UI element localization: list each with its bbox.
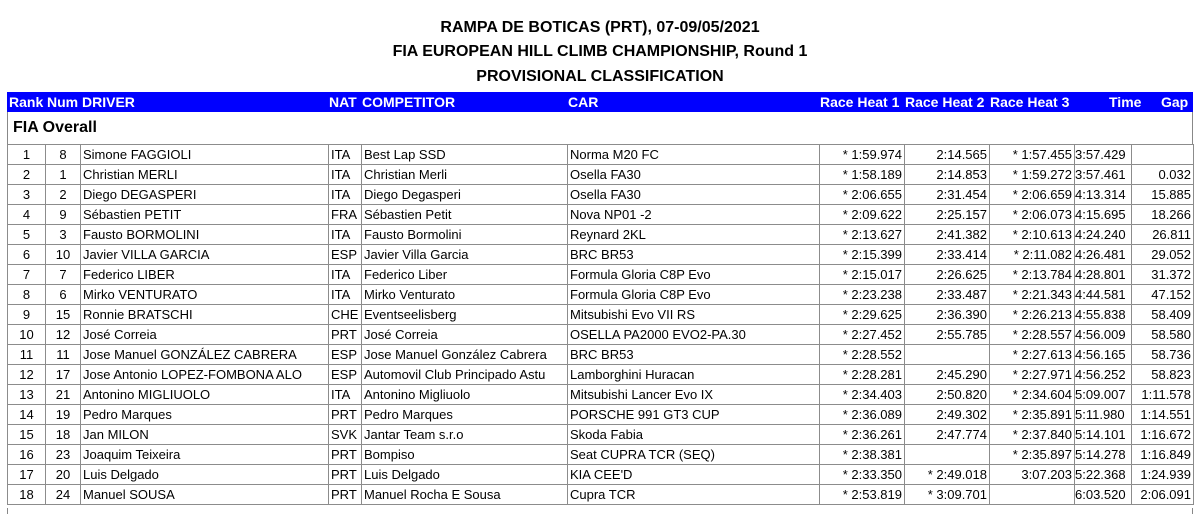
num-cell: 15: [46, 305, 81, 325]
table-bottom: [7, 508, 1193, 514]
heat1-cell: * 2:27.452: [820, 325, 905, 345]
col-driver-header: DRIVER: [82, 94, 135, 110]
report-titles: [0, 16, 1200, 89]
table-row: [8, 485, 1194, 505]
gap-cell: 47.152: [1132, 285, 1194, 305]
nat-cell: SVK: [329, 425, 362, 445]
car-cell: Reynard 2KL: [568, 225, 820, 245]
num-cell: 23: [46, 445, 81, 465]
col-num-header: Num: [47, 94, 79, 110]
competitor-cell: Diego Degasperi: [362, 185, 568, 205]
car-cell: Mitsubishi Evo VII RS: [568, 305, 820, 325]
col-gap-header: Gap: [1161, 94, 1189, 110]
car-cell: Osella FA30: [568, 165, 820, 185]
table-row: [8, 265, 1194, 285]
col-nat-header: NAT: [329, 94, 357, 110]
gap-cell: 1:16.849: [1132, 445, 1194, 465]
championship-title: FIA EUROPEAN HILL CLIMB CHAMPIONSHIP, Round 1: [392, 43, 808, 60]
car-cell: Nova NP01 -2: [568, 205, 820, 225]
rank-cell: 10: [8, 325, 46, 345]
nat-cell: ITA: [329, 385, 362, 405]
nat-cell: ITA: [329, 185, 362, 205]
competitor-cell: Luis Delgado: [362, 465, 568, 485]
table-row: [8, 205, 1194, 225]
heat3-cell: * 2:13.784: [990, 265, 1075, 285]
heat2-cell: 2:55.785: [905, 325, 990, 345]
competitor-cell: José Correia: [362, 325, 568, 345]
car-cell: Lamborghini Huracan: [568, 365, 820, 385]
rank-cell: 8: [8, 285, 46, 305]
table-row: [8, 185, 1194, 205]
rank-cell: 1: [8, 145, 46, 165]
rank-cell: 4: [8, 205, 46, 225]
driver-cell: Antonino MIGLIUOLO: [81, 385, 329, 405]
car-cell: KIA CEE'D: [568, 465, 820, 485]
heat3-cell: * 2:35.897: [990, 445, 1075, 465]
competitor-cell: Bompiso: [362, 445, 568, 465]
table-row: [8, 225, 1194, 245]
table-row: [8, 345, 1194, 365]
nat-cell: FRA: [329, 205, 362, 225]
car-cell: Osella FA30: [568, 185, 820, 205]
nat-cell: ESP: [329, 245, 362, 265]
table-row: [8, 465, 1194, 485]
time-cell: 5:14.101: [1075, 425, 1132, 445]
rank-cell: 12: [8, 365, 46, 385]
nat-cell: ITA: [329, 165, 362, 185]
table-row: [8, 285, 1194, 305]
num-cell: 11: [46, 345, 81, 365]
num-cell: 10: [46, 245, 81, 265]
results-body: [8, 145, 1194, 505]
num-cell: 3: [46, 225, 81, 245]
driver-cell: Ronnie BRATSCHI: [81, 305, 329, 325]
table-row: [8, 165, 1194, 185]
nat-cell: PRT: [329, 465, 362, 485]
table-row: [8, 365, 1194, 385]
rank-cell: 18: [8, 485, 46, 505]
car-cell: Mitsubishi Lancer Evo IX: [568, 385, 820, 405]
heat3-cell: [990, 485, 1075, 505]
nat-cell: PRT: [329, 445, 362, 465]
gap-cell: 2:06.091: [1132, 485, 1194, 505]
heat2-cell: 2:36.390: [905, 305, 990, 325]
num-cell: 12: [46, 325, 81, 345]
competitor-cell: Pedro Marques: [362, 405, 568, 425]
car-cell: BRC BR53: [568, 245, 820, 265]
driver-cell: Pedro Marques: [81, 405, 329, 425]
car-cell: BRC BR53: [568, 345, 820, 365]
gap-cell: 0.032: [1132, 165, 1194, 185]
heat3-cell: * 2:11.082: [990, 245, 1075, 265]
heat1-cell: * 2:13.627: [820, 225, 905, 245]
heat2-cell: 2:26.625: [905, 265, 990, 285]
car-cell: Formula Gloria C8P Evo: [568, 265, 820, 285]
nat-cell: ITA: [329, 285, 362, 305]
heat3-cell: * 2:35.891: [990, 405, 1075, 425]
heat2-cell: [905, 345, 990, 365]
table-row: [8, 405, 1194, 425]
car-cell: Cupra TCR: [568, 485, 820, 505]
event-title: RAMPA DE BOTICAS (PRT), 07-09/05/2021: [440, 19, 760, 36]
rank-cell: 7: [8, 265, 46, 285]
heat3-cell: * 2:37.840: [990, 425, 1075, 445]
rank-cell: 3: [8, 185, 46, 205]
classification-title: PROVISIONAL CLASSIFICATION: [476, 68, 724, 85]
nat-cell: ESP: [329, 345, 362, 365]
time-cell: 4:28.801: [1075, 265, 1132, 285]
time-cell: 5:22.368: [1075, 465, 1132, 485]
competitor-cell: Jose Manuel González Cabrera: [362, 345, 568, 365]
time-cell: 4:56.252: [1075, 365, 1132, 385]
heat3-cell: 3:07.203: [990, 465, 1075, 485]
gap-cell: 58.823: [1132, 365, 1194, 385]
gap-cell: 15.885: [1132, 185, 1194, 205]
table-row: [8, 325, 1194, 345]
driver-cell: Christian MERLI: [81, 165, 329, 185]
heat3-cell: * 2:10.613: [990, 225, 1075, 245]
competitor-cell: Manuel Rocha E Sousa: [362, 485, 568, 505]
driver-cell: Jan MILON: [81, 425, 329, 445]
time-cell: 4:56.165: [1075, 345, 1132, 365]
heat2-cell: 2:25.157: [905, 205, 990, 225]
car-cell: Seat CUPRA TCR (SEQ): [568, 445, 820, 465]
heat1-cell: * 2:36.261: [820, 425, 905, 445]
heat3-cell: * 2:21.343: [990, 285, 1075, 305]
competitor-cell: Christian Merli: [362, 165, 568, 185]
table-header: [7, 92, 1193, 112]
heat1-cell: * 2:36.089: [820, 405, 905, 425]
nat-cell: ITA: [329, 265, 362, 285]
heat2-cell: 2:47.774: [905, 425, 990, 445]
time-cell: 4:26.481: [1075, 245, 1132, 265]
driver-cell: Simone FAGGIOLI: [81, 145, 329, 165]
heat1-cell: * 2:09.622: [820, 205, 905, 225]
col-heat1-header: Race Heat 1: [820, 94, 900, 110]
heat3-cell: * 2:27.971: [990, 365, 1075, 385]
driver-cell: Jose Manuel GONZÁLEZ CABRERA: [81, 345, 329, 365]
heat3-cell: * 2:28.557: [990, 325, 1075, 345]
heat2-cell: * 2:49.018: [905, 465, 990, 485]
driver-cell: Javier VILLA GARCIA: [81, 245, 329, 265]
num-cell: 20: [46, 465, 81, 485]
col-rank-header: Rank: [9, 94, 44, 110]
gap-cell: 1:14.551: [1132, 405, 1194, 425]
heat1-cell: * 2:23.238: [820, 285, 905, 305]
heat2-cell: 2:49.302: [905, 405, 990, 425]
competitor-cell: Jantar Team s.r.o: [362, 425, 568, 445]
heat2-cell: 2:14.565: [905, 145, 990, 165]
col-heat2-header: Race Heat 2: [905, 94, 985, 110]
heat1-cell: * 2:53.819: [820, 485, 905, 505]
time-cell: 6:03.520: [1075, 485, 1132, 505]
car-cell: Formula Gloria C8P Evo: [568, 285, 820, 305]
rank-cell: 15: [8, 425, 46, 445]
heat2-cell: 2:31.454: [905, 185, 990, 205]
time-cell: 4:56.009: [1075, 325, 1132, 345]
competitor-cell: Fausto Bormolini: [362, 225, 568, 245]
gap-cell: 18.266: [1132, 205, 1194, 225]
rank-cell: 14: [8, 405, 46, 425]
heat2-cell: 2:41.382: [905, 225, 990, 245]
car-cell: OSELLA PA2000 EVO2-PA.30: [568, 325, 820, 345]
time-cell: 4:24.240: [1075, 225, 1132, 245]
num-cell: 7: [46, 265, 81, 285]
time-cell: 4:15.695: [1075, 205, 1132, 225]
heat1-cell: * 2:38.381: [820, 445, 905, 465]
heat2-cell: 2:45.290: [905, 365, 990, 385]
heat3-cell: * 2:06.073: [990, 205, 1075, 225]
nat-cell: PRT: [329, 405, 362, 425]
num-cell: 19: [46, 405, 81, 425]
rank-cell: 17: [8, 465, 46, 485]
time-cell: 4:55.838: [1075, 305, 1132, 325]
heat1-cell: * 1:58.189: [820, 165, 905, 185]
nat-cell: ITA: [329, 225, 362, 245]
heat3-cell: * 2:06.659: [990, 185, 1075, 205]
driver-cell: Jose Antonio LOPEZ-FOMBONA ALO: [81, 365, 329, 385]
car-cell: PORSCHE 991 GT3 CUP: [568, 405, 820, 425]
heat1-cell: * 2:28.552: [820, 345, 905, 365]
section-title: FIA Overall: [13, 119, 97, 136]
num-cell: 9: [46, 205, 81, 225]
table-row: [8, 245, 1194, 265]
nat-cell: ITA: [329, 145, 362, 165]
col-competitor-header: COMPETITOR: [362, 94, 456, 110]
heat3-cell: * 2:34.604: [990, 385, 1075, 405]
table-row: [8, 145, 1194, 165]
driver-cell: Mirko VENTURATO: [81, 285, 329, 305]
time-cell: 5:09.007: [1075, 385, 1132, 405]
num-cell: 6: [46, 285, 81, 305]
gap-cell: 58.409: [1132, 305, 1194, 325]
competitor-cell: Eventseelisberg: [362, 305, 568, 325]
gap-cell: 1:11.578: [1132, 385, 1194, 405]
nat-cell: ESP: [329, 365, 362, 385]
competitor-cell: Federico Liber: [362, 265, 568, 285]
gap-cell: [1132, 145, 1194, 165]
num-cell: 2: [46, 185, 81, 205]
driver-cell: Federico LIBER: [81, 265, 329, 285]
driver-cell: Joaquim Teixeira: [81, 445, 329, 465]
competitor-cell: Javier Villa Garcia: [362, 245, 568, 265]
time-cell: 4:13.314: [1075, 185, 1132, 205]
heat1-cell: * 2:15.399: [820, 245, 905, 265]
num-cell: 1: [46, 165, 81, 185]
competitor-cell: Mirko Venturato: [362, 285, 568, 305]
nat-cell: PRT: [329, 485, 362, 505]
num-cell: 18: [46, 425, 81, 445]
num-cell: 21: [46, 385, 81, 405]
col-car-header: CAR: [568, 94, 599, 110]
num-cell: 17: [46, 365, 81, 385]
heat2-cell: 2:33.414: [905, 245, 990, 265]
driver-cell: Sébastien PETIT: [81, 205, 329, 225]
table-row: [8, 305, 1194, 325]
table-row: [8, 445, 1194, 465]
heat1-cell: * 2:15.017: [820, 265, 905, 285]
gap-cell: 29.052: [1132, 245, 1194, 265]
gap-cell: 1:16.672: [1132, 425, 1194, 445]
time-cell: 3:57.429: [1075, 145, 1132, 165]
gap-cell: 31.372: [1132, 265, 1194, 285]
heat2-cell: * 3:09.701: [905, 485, 990, 505]
driver-cell: Manuel SOUSA: [81, 485, 329, 505]
gap-cell: 1:24.939: [1132, 465, 1194, 485]
nat-cell: CHE: [329, 305, 362, 325]
heat1-cell: * 2:34.403: [820, 385, 905, 405]
driver-cell: Diego DEGASPERI: [81, 185, 329, 205]
table-row: [8, 425, 1194, 445]
car-cell: Skoda Fabia: [568, 425, 820, 445]
heat3-cell: * 2:27.613: [990, 345, 1075, 365]
competitor-cell: Best Lap SSD: [362, 145, 568, 165]
heat2-cell: 2:33.487: [905, 285, 990, 305]
col-time-header: Time: [1109, 94, 1142, 110]
time-cell: 3:57.461: [1075, 165, 1132, 185]
time-cell: 5:14.278: [1075, 445, 1132, 465]
table-row: [8, 385, 1194, 405]
heat1-cell: * 2:33.350: [820, 465, 905, 485]
heat1-cell: * 1:59.974: [820, 145, 905, 165]
num-cell: 24: [46, 485, 81, 505]
time-cell: 5:11.980: [1075, 405, 1132, 425]
competitor-cell: Sébastien Petit: [362, 205, 568, 225]
heat1-cell: * 2:29.625: [820, 305, 905, 325]
heat2-cell: 2:14.853: [905, 165, 990, 185]
rank-cell: 13: [8, 385, 46, 405]
car-cell: Norma M20 FC: [568, 145, 820, 165]
heat3-cell: * 1:57.455: [990, 145, 1075, 165]
gap-cell: 26.811: [1132, 225, 1194, 245]
heat2-cell: 2:50.820: [905, 385, 990, 405]
time-cell: 4:44.581: [1075, 285, 1132, 305]
num-cell: 8: [46, 145, 81, 165]
heat3-cell: * 2:26.213: [990, 305, 1075, 325]
rank-cell: 11: [8, 345, 46, 365]
rank-cell: 9: [8, 305, 46, 325]
nat-cell: PRT: [329, 325, 362, 345]
results-table: [7, 144, 1194, 505]
competitor-cell: Antonino Migliuolo: [362, 385, 568, 405]
gap-cell: 58.736: [1132, 345, 1194, 365]
heat1-cell: * 2:06.655: [820, 185, 905, 205]
rank-cell: 6: [8, 245, 46, 265]
driver-cell: Fausto BORMOLINI: [81, 225, 329, 245]
driver-cell: Luis Delgado: [81, 465, 329, 485]
rank-cell: 2: [8, 165, 46, 185]
gap-cell: 58.580: [1132, 325, 1194, 345]
heat2-cell: [905, 445, 990, 465]
rank-cell: 16: [8, 445, 46, 465]
col-heat3-header: Race Heat 3: [990, 94, 1070, 110]
heat3-cell: * 1:59.272: [990, 165, 1075, 185]
competitor-cell: Automovil Club Principado Astu: [362, 365, 568, 385]
driver-cell: José Correia: [81, 325, 329, 345]
heat1-cell: * 2:28.281: [820, 365, 905, 385]
section-heading: [7, 112, 1193, 144]
rank-cell: 5: [8, 225, 46, 245]
